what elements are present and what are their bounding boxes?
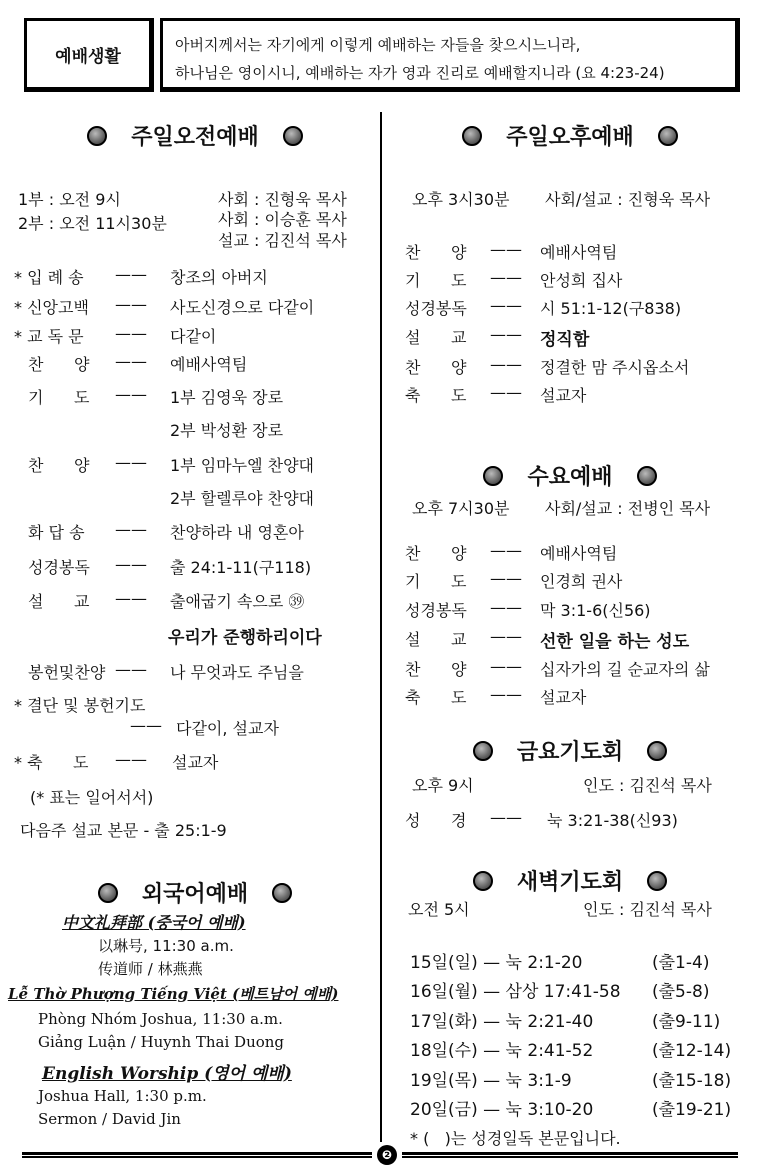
- order-dash: ——: [490, 296, 522, 315]
- leader-1: 사회 : 진형욱 목사: [218, 190, 347, 209]
- order-dash: ——: [115, 453, 147, 472]
- dawn-reading: (출9-11): [652, 1012, 721, 1032]
- scripture-quote: [160, 18, 740, 92]
- dawn-day: 15일(일) — 눅 2:1-20: [410, 953, 583, 973]
- order-value: 1부 김영욱 장로: [170, 388, 284, 407]
- leader-2: 사회 : 이승훈 목사: [218, 210, 347, 229]
- benediction-label: * 축 도: [14, 753, 89, 772]
- order-value: 출 24:1-11(구118): [170, 558, 312, 577]
- order-dash: ——: [490, 268, 522, 287]
- sunday-pm-title-text: 주일오후예배: [506, 125, 634, 150]
- bullet-icon: [98, 883, 118, 903]
- order-dash: ——: [115, 520, 147, 539]
- sunday-pm-title: [410, 120, 730, 151]
- bullet-icon: [283, 126, 303, 146]
- dawn-leader: 인도 : 김진석 목사: [583, 900, 712, 919]
- section-label-text: 예배생활: [55, 46, 121, 67]
- order-dash: ——: [490, 598, 522, 617]
- order-value: 막 3:1-6(신56): [540, 601, 651, 620]
- friday-title: [410, 735, 730, 766]
- vietnamese-service-title: Lễ Thờ Phượng Tiếng Việt (베트남어 예배): [8, 985, 339, 1003]
- order-value: 예배사역팀: [540, 544, 618, 563]
- benediction-value: 설교자: [172, 753, 219, 772]
- order-label: 찬 양: [405, 358, 467, 377]
- order-dash: ——: [115, 352, 147, 371]
- order-dash: ——: [115, 385, 147, 404]
- next-week-sermon: 다음주 설교 본문 - 출 25:1-9: [20, 821, 227, 840]
- order-label: 기 도: [405, 271, 467, 290]
- dawn-note: * ( )는 성경일독 본문입니다.: [410, 1129, 621, 1148]
- decision-value: 다같이, 설교자: [176, 719, 279, 738]
- order-label: 찬 양: [405, 544, 467, 563]
- dawn-day: 19일(목) — 눅 3:1-9: [410, 1071, 572, 1091]
- order-value: 설교자: [540, 688, 587, 707]
- dawn-reading: (출19-21): [652, 1100, 732, 1120]
- order-label: * 신앙고백: [14, 298, 89, 317]
- english-service-time: Joshua Hall, 1:30 p.m.: [38, 1087, 207, 1105]
- bullet-icon: [483, 466, 503, 486]
- standing-note: (* 표는 일어서서): [30, 788, 154, 807]
- english-service-preacher: Sermon / David Jin: [38, 1110, 181, 1128]
- order-label: 찬 양: [28, 355, 90, 374]
- sunday-am-title: [40, 120, 350, 151]
- decision-label: * 결단 및 봉헌기도: [14, 696, 146, 715]
- order-label: 기 도: [405, 572, 467, 591]
- service-time-2: 2부 : 오전 11시30분: [18, 214, 167, 233]
- order-dash: ——: [490, 541, 522, 560]
- offering-dash: ——: [115, 660, 147, 679]
- order-label: 찬 양: [405, 243, 467, 262]
- dawn-day: 16일(월) — 삼상 17:41-58: [410, 982, 621, 1002]
- dawn-reading: (출1-4): [652, 953, 710, 973]
- order-value: 정결한 맘 주시옵소서: [540, 358, 690, 377]
- quote-line-2: 하나님은 영이시니, 예배하는 자가 영과 진리로 예배할지니라 (요 4:23-24): [175, 64, 665, 82]
- order-label: 성경봉독: [28, 558, 90, 577]
- bullet-icon: [473, 741, 493, 761]
- vietnamese-service-time: Phòng Nhóm Joshua, 11:30 a.m.: [38, 1010, 283, 1028]
- order-dash: ——: [490, 657, 522, 676]
- quote-line-1: 아버지께서는 자기에게 이렇게 예배하는 자들을 찾으시느니라,: [175, 36, 581, 54]
- dawn-time: 오전 5시: [408, 900, 470, 919]
- order-label: 찬 양: [405, 660, 467, 679]
- wednesday-time: 오후 7시30분: [412, 499, 510, 518]
- friday-title-text: 금요기도회: [516, 740, 624, 765]
- order-value: 예배사역팀: [170, 355, 248, 374]
- order-value: 정직함: [540, 330, 590, 350]
- page-number: ❷: [377, 1145, 397, 1165]
- dawn-reading: (출5-8): [652, 982, 710, 1002]
- order-dash: ——: [115, 555, 147, 574]
- foreign-title: [40, 877, 350, 908]
- dawn-title-text: 새벽기도회: [516, 870, 624, 895]
- order-dash: ——: [115, 324, 147, 343]
- order-dash: ——: [115, 265, 147, 284]
- section-label: [24, 18, 154, 92]
- order-label: * 입 례 송: [14, 268, 84, 287]
- order-value: 찬양하라 내 영혼아: [170, 523, 304, 542]
- bullet-icon: [658, 126, 678, 146]
- wednesday-title: [410, 460, 730, 491]
- chinese-service-title: 中文礼拜部 (중국어 예배): [62, 913, 246, 932]
- sermon-title: 우리가 준행하리이다: [168, 628, 322, 648]
- order-label: 설 교: [405, 328, 467, 347]
- friday-time: 오후 9시: [412, 776, 474, 795]
- footer-rule-right: [402, 1152, 738, 1158]
- order-label: * 교 독 문: [14, 327, 84, 346]
- dawn-day: 18일(수) — 눅 2:41-52: [410, 1041, 594, 1061]
- sunday-pm-time: 오후 3시30분: [412, 190, 510, 209]
- order-label: 화 답 송: [28, 523, 85, 542]
- friday-leader: 인도 : 김진석 목사: [583, 776, 712, 795]
- chinese-service-preacher: 传道师 / 林燕燕: [98, 960, 203, 978]
- chinese-service-time: 以琳号, 11:30 a.m.: [98, 937, 234, 955]
- order-value: 출애굽기 속으로 ㊴: [170, 592, 305, 611]
- bullet-icon: [473, 871, 493, 891]
- benediction-dash: ——: [115, 750, 147, 769]
- sunday-am-title-text: 주일오전예배: [131, 125, 259, 150]
- wednesday-title-text: 수요예배: [527, 465, 613, 490]
- column-divider: [380, 112, 382, 1142]
- order-label: 성경봉독: [405, 299, 467, 318]
- vietnamese-service-preacher: Giảng Luận / Huynh Thai Duong: [38, 1033, 285, 1051]
- english-service-title: English Worship (영어 예배): [42, 1064, 292, 1084]
- order-label: 설 교: [28, 592, 90, 611]
- order-value: 1부 임마누엘 찬양대: [170, 456, 314, 475]
- bullet-icon: [272, 883, 292, 903]
- dawn-reading: (출15-18): [652, 1071, 732, 1091]
- order-value: 2부 할렐루야 찬양대: [170, 489, 314, 508]
- order-value: 십자가의 길 순교자의 삶: [540, 660, 710, 679]
- dawn-reading: (출12-14): [652, 1041, 732, 1061]
- order-value: 선한 일을 하는 성도: [540, 632, 690, 652]
- order-value: 사도신경으로 다같이: [170, 298, 315, 317]
- footer-rule-left: [22, 1152, 372, 1158]
- preacher: 설교 : 김진석 목사: [218, 231, 347, 250]
- sunday-pm-leader: 사회/설교 : 진형욱 목사: [545, 190, 711, 209]
- bullet-icon: [647, 871, 667, 891]
- dawn-day: 17일(화) — 눅 2:21-40: [410, 1012, 594, 1032]
- bullet-icon: [462, 126, 482, 146]
- order-label: 축 도: [405, 386, 467, 405]
- order-label: 성경봉독: [405, 601, 467, 620]
- order-dash: ——: [490, 627, 522, 646]
- dawn-day: 20일(금) — 눅 3:10-20: [410, 1100, 594, 1120]
- order-dash: ——: [490, 240, 522, 259]
- order-value: 인경희 권사: [540, 572, 623, 591]
- order-value: 창조의 아버지: [170, 268, 268, 287]
- decision-dash: ——: [130, 716, 162, 735]
- bullet-icon: [87, 126, 107, 146]
- order-dash: ——: [490, 685, 522, 704]
- order-label: 축 도: [405, 688, 467, 707]
- bullet-icon: [647, 741, 667, 761]
- bullet-icon: [637, 466, 657, 486]
- order-value: 2부 박성환 장로: [170, 421, 284, 440]
- order-dash: ——: [115, 295, 147, 314]
- order-value: 설교자: [540, 386, 587, 405]
- friday-scripture-value: 눅 3:21-38(신93): [547, 811, 678, 830]
- order-value: 예배사역팀: [540, 243, 618, 262]
- order-label: 기 도: [28, 388, 90, 407]
- service-time-1: 1부 : 오전 9시: [18, 190, 121, 209]
- wednesday-leader: 사회/설교 : 전병인 목사: [545, 499, 711, 518]
- order-label: 설 교: [405, 630, 467, 649]
- order-value: 다같이: [170, 327, 217, 346]
- friday-scripture-label: 성 경: [405, 811, 467, 830]
- order-dash: ——: [490, 569, 522, 588]
- order-dash: ——: [490, 383, 522, 402]
- order-label: 찬 양: [28, 456, 90, 475]
- foreign-title-text: 외국어예배: [141, 882, 249, 907]
- order-value: 안성희 집사: [540, 271, 623, 290]
- offering-label: 봉헌및찬양: [28, 663, 106, 682]
- order-value: 시 51:1-12(구838): [540, 299, 682, 318]
- dawn-title: [410, 865, 730, 896]
- order-dash: ——: [490, 355, 522, 374]
- order-dash: ——: [490, 325, 522, 344]
- order-dash: ——: [115, 589, 147, 608]
- friday-scripture-dash: ——: [490, 808, 522, 827]
- offering-value: 나 무엇과도 주님을: [170, 663, 304, 682]
